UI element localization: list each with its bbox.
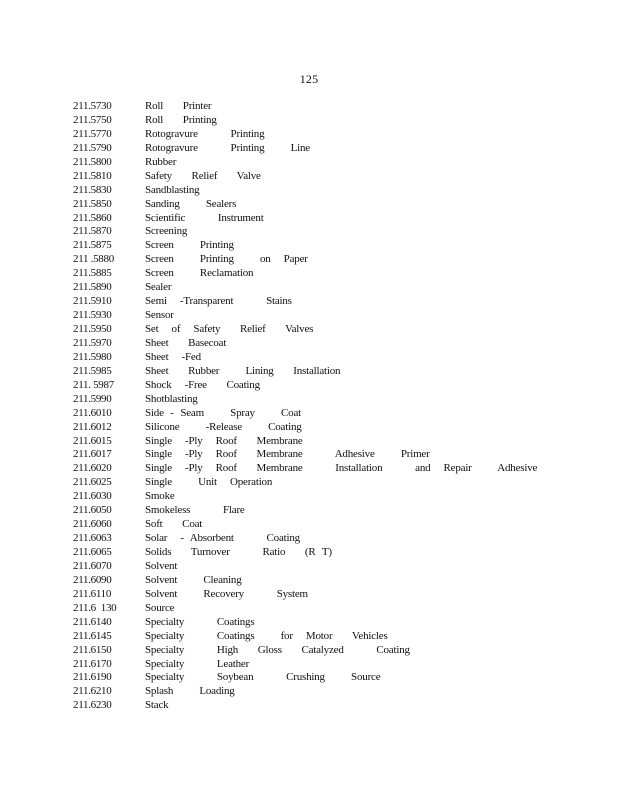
list-item: [73, 212, 608, 226]
section-number: 211.6017: [73, 448, 112, 461]
list-item: [73, 644, 608, 658]
section-number: 211.6010: [73, 406, 112, 419]
list-item: [73, 699, 608, 713]
list-item: [73, 114, 608, 128]
defined-term: Single Unit Operation: [145, 476, 273, 489]
section-number: 211.6070: [73, 559, 112, 572]
section-number: 211.5800: [73, 155, 112, 168]
list-item: [73, 170, 608, 184]
defined-term: Solids Turnover Ratio (R T): [145, 546, 332, 558]
list-item: [73, 602, 608, 616]
defined-term: Screen Reclamation: [145, 267, 254, 280]
defined-term: Shock -Free Coating: [145, 378, 260, 391]
list-item: [73, 546, 608, 560]
list-item: [73, 504, 608, 518]
list-item: [73, 309, 608, 323]
list-item: [73, 616, 608, 630]
list-item: [73, 379, 608, 393]
section-number: 211.5870: [73, 225, 112, 238]
list-item: [73, 156, 608, 170]
page-number: 125: [299, 72, 319, 86]
section-number: 211.6140: [73, 615, 112, 628]
section-number: 211.6060: [73, 518, 112, 531]
defined-term: Roll Printer: [145, 100, 212, 112]
section-number: 211.5910: [73, 295, 112, 308]
section-number: 211.5990: [73, 392, 112, 405]
defined-term: Rubber: [145, 155, 177, 168]
list-item: [73, 518, 608, 532]
list-item: [73, 630, 608, 644]
section-number: 211.6230: [73, 699, 112, 712]
section-number: 211.5980: [73, 350, 112, 363]
section-number: 211.5875: [73, 239, 112, 252]
defined-term: Set of Safety Relief Valves: [145, 323, 314, 335]
section-number: 211.5885: [73, 267, 112, 280]
list-item: [73, 407, 608, 421]
defined-term: Sheet Rubber Lining Installation: [145, 364, 341, 377]
list-item: [73, 476, 608, 490]
list-item: [73, 421, 608, 435]
section-number: 211.6063: [73, 532, 112, 545]
section-number: 211.5770: [73, 127, 112, 140]
defined-term: Scientific Instrument: [145, 211, 264, 224]
section-number: 211.5985: [73, 364, 112, 377]
defined-term: Splash Loading: [145, 685, 235, 698]
list-item: [73, 184, 608, 198]
defined-term: Side - Seam Spray Coat: [145, 406, 301, 419]
list-item: [73, 532, 608, 546]
defined-term: Smoke: [145, 490, 175, 503]
section-number: 211.6170: [73, 657, 112, 670]
defined-term: Specialty Coatings for Motor Vehicles: [145, 629, 388, 642]
list-item: [73, 658, 608, 672]
defined-term: Single -Ply Roof Membrane Adhesive Primer: [145, 448, 430, 461]
section-number: 211.6110: [73, 587, 112, 600]
list-item: [73, 685, 608, 699]
defined-term: Safety Relief Valve: [145, 169, 261, 182]
defined-term: Rotogravure Printing Line: [145, 141, 310, 154]
defined-term: Source: [145, 601, 175, 614]
list-item: [73, 198, 608, 212]
defined-term: Sealer: [145, 281, 172, 294]
list-item: [73, 490, 608, 504]
list-item: [73, 100, 608, 114]
list-item: [73, 225, 608, 239]
list-item: [73, 560, 608, 574]
list-item: [73, 574, 608, 588]
section-number: 211.6090: [73, 573, 112, 586]
list-item: [73, 281, 608, 295]
list-item: [73, 337, 608, 351]
section-number: 211.6012: [73, 420, 112, 433]
defined-term: Sandblasting: [145, 183, 200, 196]
list-item: [73, 588, 608, 602]
list-item: [73, 323, 608, 337]
section-number: 211.6190: [73, 671, 112, 684]
section-number: 211.6020: [73, 462, 112, 475]
defined-term: Rotogravure Printing: [145, 127, 265, 140]
list-item: [73, 448, 608, 462]
defined-term: Solar - Absorbent Coating: [145, 532, 300, 545]
list-item: [73, 671, 608, 685]
defined-term: Specialty Soybean Crushing Source: [145, 671, 381, 684]
list-item: [73, 435, 608, 449]
defined-term: Sensor: [145, 309, 174, 322]
defined-term: Solvent Cleaning: [145, 573, 242, 586]
defined-term: Specialty High Gloss Catalyzed Coating: [145, 643, 410, 656]
defined-term: Specialty Leather: [145, 657, 250, 670]
list-item: [73, 295, 608, 309]
section-number: 211.5830: [73, 183, 112, 196]
defined-term: Single -Ply Roof Membrane Installation and Repair Adhesive: [145, 462, 538, 475]
section-number: 211.6050: [73, 504, 112, 517]
defined-term: Screen Printing on Paper: [145, 253, 308, 266]
section-number: 211.5970: [73, 336, 112, 349]
defined-term: Screening: [145, 225, 188, 238]
defined-term: Solvent: [145, 559, 178, 572]
section-number: 211 .5880: [73, 253, 114, 266]
list-item: [73, 462, 608, 476]
defined-term: Sheet Basecoat: [145, 336, 227, 349]
section-number: 211.6145: [73, 629, 112, 642]
defined-term: Silicone -Release Coating: [145, 420, 302, 433]
list-item: [73, 142, 608, 156]
defined-term: Solvent Recovery System: [145, 587, 308, 600]
section-number: 211.5850: [73, 197, 112, 210]
section-number: 211.5890: [73, 281, 112, 294]
list-item: [73, 253, 608, 267]
section-number: 211.5950: [73, 323, 112, 335]
section-number: 211.5730: [73, 100, 112, 112]
defined-term: Screen Printing: [145, 239, 234, 252]
list-item: [73, 267, 608, 281]
section-number: 211.6065: [73, 546, 112, 558]
section-number: 211.5810: [73, 169, 112, 182]
section-number: 211.6025: [73, 476, 112, 489]
list-item: [73, 393, 608, 407]
defined-term: Stack: [145, 699, 169, 712]
defined-term: Semi -Transparent Stains: [145, 295, 292, 308]
defined-term: Sanding Sealers: [145, 197, 237, 210]
defined-term: Soft Coat: [145, 518, 203, 531]
section-number: 211.6150: [73, 643, 112, 656]
defined-term: Roll Printing: [145, 113, 217, 126]
section-number: 211.5860: [73, 211, 112, 224]
section-number: 211.5790: [73, 141, 112, 154]
list-item: [73, 351, 608, 365]
section-number: 211.6030: [73, 490, 112, 503]
section-number: 211. 5987: [73, 378, 114, 391]
section-number: 211.6210: [73, 685, 112, 698]
list-item: [73, 365, 608, 379]
definitions-index-list: [73, 100, 608, 713]
defined-term: Sheet -Fed: [145, 350, 201, 363]
defined-term: Single -Ply Roof Membrane: [145, 434, 303, 447]
defined-term: Smokeless Flare: [145, 504, 245, 517]
section-number: 211.6 130: [73, 601, 117, 614]
defined-term: Shotblasting: [145, 392, 198, 405]
section-number: 211.5750: [73, 113, 112, 126]
list-item: [73, 128, 608, 142]
section-number: 211.6015: [73, 434, 112, 447]
list-item: [73, 239, 608, 253]
section-number: 211.5930: [73, 309, 112, 322]
defined-term: Specialty Coatings: [145, 615, 255, 628]
